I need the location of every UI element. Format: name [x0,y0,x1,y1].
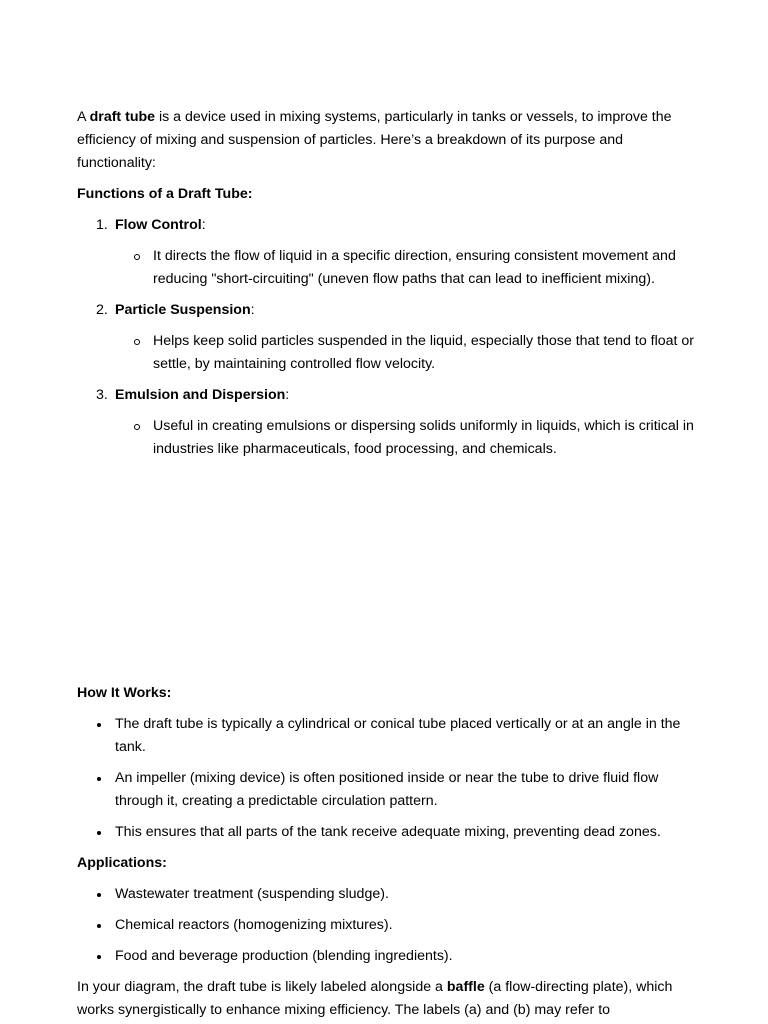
list-item-text: Food and beverage production (blending ingredients). [115,948,453,964]
function-detail [115,415,697,461]
bullet-icon [97,955,101,959]
list-item [77,945,697,968]
function-number: 3. [96,387,108,403]
intro-paragraph [77,106,697,175]
list-item [77,713,697,759]
function-colon: : [285,387,290,403]
list-item [77,767,697,813]
function-colon: : [201,217,206,233]
function-number: 2. [96,302,108,318]
bullet-icon [97,777,101,781]
function-detail [115,330,697,376]
list-item-text: An impeller (mixing device) is often positioned inside or near the tube to drive fluid flow through it, creating a predictable circulation pattern. [115,770,659,809]
list-item-text: This ensures that all parts of the tank receive adequate mixing, preventing dead zones. [115,824,661,840]
function-detail-text: Helps keep solid particles suspended in the liquid, especially those that tend to float or settle, by maintaining controlled flow velocity. [153,333,695,372]
bullet-icon [97,924,101,928]
list-item [77,914,697,937]
list-item-text: Chemical reactors (homogenizing mixtures). [115,917,393,933]
function-detail-text: Useful in creating emulsions or dispersing solids uniformly in liquids, which is critical in industries like pharmaceuticals, food processing, and chemicals. [153,418,694,457]
function-detail [115,245,697,291]
function-detail-text: It directs the flow of liquid in a specific direction, ensuring consistent movement and reducing "short-circuiting" (uneven flow paths that can lead to inefficient mixing). [153,248,676,287]
function-detail-list [115,245,697,291]
function-title: Flow Control [115,217,202,233]
hollow-bullet-icon [134,339,140,345]
function-item [77,299,697,376]
function-number: 1. [96,217,108,233]
how-it-works-section [77,682,697,1022]
how-it-works-list [77,713,697,844]
function-item [77,384,697,461]
bullet-icon [97,831,101,835]
bullet-icon [97,723,101,727]
function-title: Particle Suspension [115,302,251,318]
list-item [77,883,697,906]
applications-list [77,883,697,968]
function-item [77,214,697,291]
list-item [77,821,697,844]
intro-text: is a device used in mixing systems, particularly in tanks or vessels, to improve the efficiency of mixing and suspension of particles. Here’s a breakdown of its purpose and functionality: [77,109,672,171]
functions-list [77,214,697,461]
closing-paragraph [77,976,697,1022]
function-title: Emulsion and Dispersion [115,387,286,403]
list-item-text: Wastewater treatment (suspending sludge). [115,886,389,902]
closing-term-baffle: baffle [446,979,485,995]
function-colon: : [250,302,255,318]
bullet-icon [97,893,101,897]
hollow-bullet-icon [134,254,140,260]
functions-section [77,183,697,469]
how-it-works-heading: How It Works: [77,685,172,701]
list-item-text: The draft tube is typically a cylindrical or conical tube placed vertically or at an angle in the tank. [115,716,681,755]
applications-heading: Applications: [77,855,167,871]
intro-prefix: A [77,109,90,125]
functions-heading: Functions of a Draft Tube: [77,186,253,202]
function-detail-list [115,415,697,461]
closing-prefix: In your diagram, the draft tube is likely labeled alongside a [77,979,447,995]
intro-term-draft-tube: draft tube [89,109,156,125]
function-detail-list [115,330,697,376]
hollow-bullet-icon [134,424,140,430]
closing-text: (a flow-directing plate), which works synergistically to enhance mixing efficiency. The labels (a) and (b) may refer to [77,979,673,1018]
